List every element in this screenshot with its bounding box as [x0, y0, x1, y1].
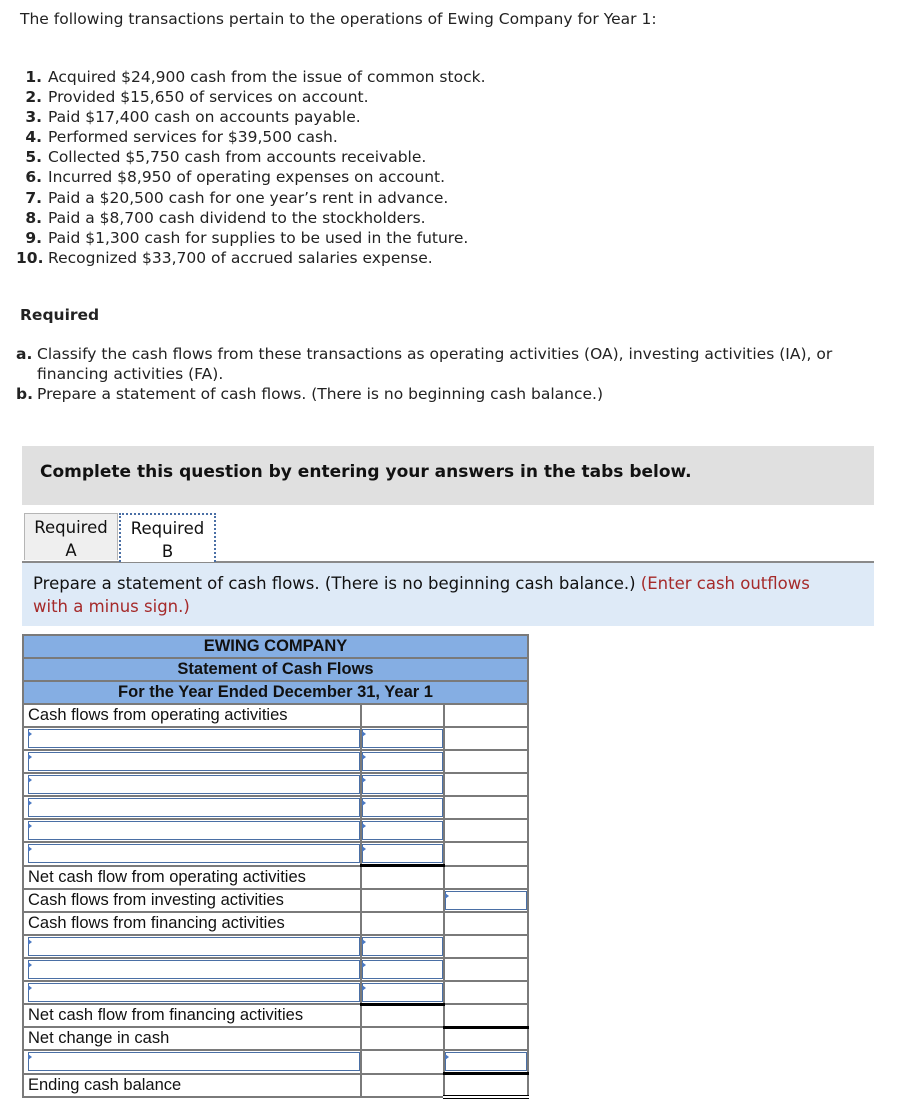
investing-total-input[interactable] — [445, 891, 527, 910]
required-heading: Required — [20, 306, 100, 324]
operating-amount-input[interactable] — [362, 775, 443, 794]
operating-amount-input[interactable] — [362, 844, 443, 863]
tab-prompt — [22, 563, 874, 626]
beginning-balance-label-input[interactable] — [28, 1052, 360, 1071]
financing-label-input[interactable] — [28, 960, 360, 979]
operating-label-input[interactable] — [28, 729, 360, 748]
net-change-label: Net change in cash — [23, 1027, 361, 1050]
instruction-box — [22, 446, 874, 505]
transaction-item: 9. Paid $1,300 cash for supplies to be used in the future. — [25, 228, 469, 247]
transaction-item: 8. Paid a $8,700 cash dividend to the stockholders. — [25, 208, 426, 227]
operating-label-input[interactable] — [28, 798, 360, 817]
required-item-b: b. Prepare a statement of cash flows. (There is no beginning cash balance.) — [16, 385, 604, 403]
operating-header: Cash flows from operating activities — [23, 704, 361, 727]
financing-amount-input[interactable] — [362, 937, 443, 956]
required-item-a: a. Classify the cash flows from these transactions as operating activities (OA), investing activities (IA), or financing activities (FA). — [16, 345, 833, 383]
transaction-item: 7. Paid a $20,500 cash for one year’s rent in advance. — [25, 188, 449, 207]
transaction-item: 6. Incurred $8,950 of operating expenses on account. — [25, 168, 446, 187]
financing-label-input[interactable] — [28, 983, 360, 1002]
transaction-item: 3. Paid $17,400 cash on accounts payable. — [25, 108, 361, 127]
intro-text: The following transactions pertain to the operations of Ewing Company for Year 1: — [20, 10, 657, 28]
financing-amount-input[interactable] — [362, 983, 443, 1002]
transaction-item: 5. Collected $5,750 cash from accounts receivable. — [25, 148, 427, 167]
operating-label-input[interactable] — [28, 775, 360, 794]
required-list — [16, 344, 906, 404]
transaction-item: 4. Performed services for $39,500 cash. — [25, 128, 338, 147]
net-financing-label: Net cash flow from financing activities — [23, 1004, 361, 1027]
operating-label-input[interactable] — [28, 821, 360, 840]
operating-amount-input[interactable] — [362, 752, 443, 771]
transaction-item: 1. Acquired $24,900 cash from the issue of common stock. — [25, 68, 486, 86]
financing-label-input[interactable] — [28, 937, 360, 956]
cash-flow-statement — [22, 634, 529, 1099]
tab-bar — [22, 513, 874, 563]
beginning-balance-amount-input[interactable] — [445, 1052, 527, 1071]
statement-period: For the Year Ended December 31, Year 1 — [23, 681, 528, 704]
instruction-text: Complete this question by entering your answers in the tabs below. — [40, 462, 692, 482]
transaction-item: 2. Provided $15,650 of services on account. — [25, 88, 369, 107]
operating-label-input[interactable] — [28, 752, 360, 771]
tab-required-b[interactable]: Required B — [119, 513, 216, 562]
company-name: EWING COMPANY — [23, 635, 528, 658]
operating-amount-input[interactable] — [362, 821, 443, 840]
tab-prompt-text: Prepare a statement of cash flows. (There is no beginning cash balance.) — [33, 574, 636, 593]
tab-prompt-note: (Enter cash outflows with a minus sign.) — [33, 574, 810, 616]
operating-amount-input[interactable] — [362, 798, 443, 817]
ending-balance-label: Ending cash balance — [23, 1074, 361, 1097]
financing-amount-input[interactable] — [362, 960, 443, 979]
transaction-item: 10. Recognized $33,700 of accrued salaries expense. — [16, 248, 433, 267]
investing-header: Cash flows from investing activities — [23, 889, 361, 912]
tab-required-a[interactable]: Required A — [24, 513, 118, 560]
net-operating-label: Net cash flow from operating activities — [23, 866, 361, 889]
transaction-list — [16, 67, 486, 268]
operating-label-input[interactable] — [28, 844, 360, 863]
financing-header: Cash flows from financing activities — [23, 912, 361, 935]
operating-amount-input[interactable] — [362, 729, 443, 748]
statement-title: Statement of Cash Flows — [23, 658, 528, 681]
